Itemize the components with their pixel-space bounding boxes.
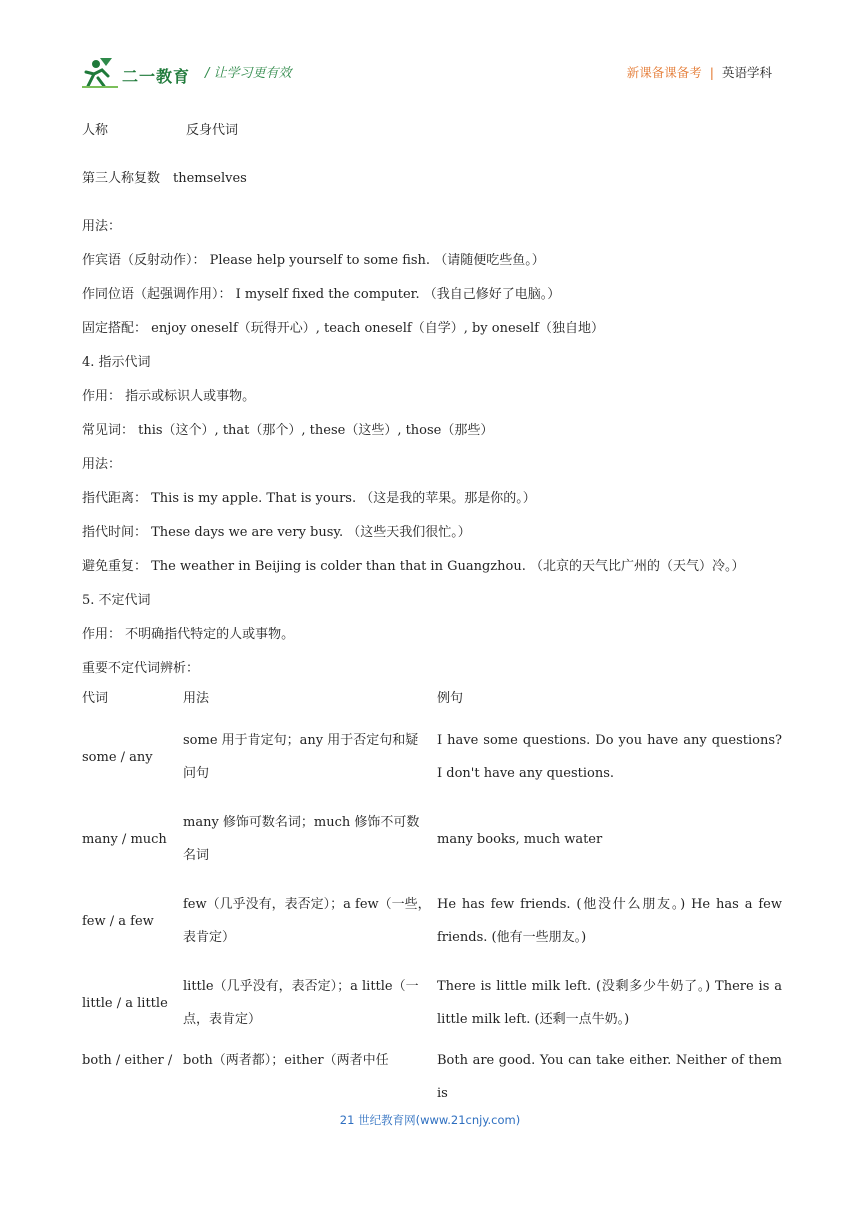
table-cell-example: I have some questions. Do you have any questions? I don't have any questions. (437, 733, 782, 781)
usage-heading-2: 用法： (82, 457, 122, 472)
table-cell-pronoun: many / much (82, 831, 167, 847)
table-cell-usage: some 用于肯定句；any 用于否定句和疑问句 (183, 733, 419, 781)
page-footer: 21 世纪教育网(www.21cnjy.com) (339, 1113, 521, 1127)
table-cell-pronoun: both / either / (82, 1053, 173, 1068)
demonstrative-function-line: 作用： 指示或标识人或事物。 (82, 389, 256, 404)
distance-line: 指代距离： This is my apple. That is yours. （这是我的苹果。那是你的。） (82, 491, 536, 506)
table-header-usage: 用法 (183, 690, 210, 706)
table-row (82, 798, 782, 880)
header-right (627, 63, 772, 81)
page-header (0, 0, 860, 100)
table-cell-usage: many 修饰可数名词；much 修饰不可数名词 (183, 815, 420, 863)
indefinite-function-line: 作用： 不明确指代特定的人或事物。 (82, 627, 295, 642)
logo-text: 二一教育 (122, 67, 191, 86)
header-separator: | (709, 65, 714, 80)
document-body (82, 114, 782, 686)
table-header-row (82, 680, 782, 716)
section-4-heading: 4. 指示代词 (82, 355, 151, 370)
person-label: 人称 (82, 123, 109, 138)
table-row (82, 962, 782, 1044)
table-cell-example: There is little milk left. (没剩多少牛奶了。) There is a little milk left. (还剩一点牛奶。) (437, 979, 782, 1027)
table-cell-usage: little（几乎没有，表否定）；a little（一点，表肯定） (183, 979, 419, 1027)
header-slogan: / 让学习更有效 (205, 66, 292, 81)
indefinite-analysis-heading: 重要不定代词辨析： (82, 661, 200, 676)
third-plural-line: 第三人称复数 themselves (82, 171, 247, 186)
table-cell-usage: few（几乎没有，表否定）；a few（一些，表肯定） (183, 897, 431, 945)
reflexive-label: 反身代词 (186, 123, 239, 138)
table-cell-example: Both are good. You can take either. Neither of them is (437, 1053, 782, 1101)
pronoun-table-header-line (82, 114, 782, 148)
indefinite-pronoun-table (82, 680, 782, 1126)
header-course: 新课备课备考 (626, 65, 702, 80)
table-row (82, 716, 782, 798)
table-header-example: 例句 (437, 690, 464, 706)
table-cell-usage: both（两者都）；either（两者中任 (183, 1053, 389, 1068)
table-cell-pronoun: some / any (82, 749, 153, 765)
common-words-line: 常见词： this（这个）, that（那个）, these（这些）, those（那些） (82, 423, 494, 438)
usage-object-line: 作宾语（反射动作）： Please help yourself to some fish. （请随便吃些鱼。） (82, 253, 545, 268)
table-cell-pronoun: few / a few (82, 913, 154, 929)
usage-appositive-line: 作同位语（起强调作用）： I myself fixed the computer. （我自己修好了电脑。） (82, 287, 561, 302)
table-header-pronoun: 代词 (82, 690, 109, 706)
usage-heading: 用法： (82, 219, 122, 234)
section-5-heading: 5. 不定代词 (82, 593, 151, 608)
table-cell-example: He has few friends. (他没什么朋友。) He has a few friends. (他有一些朋友。) (437, 897, 782, 945)
avoid-repetition-line: 避免重复： The weather in Beijing is colder than that in Guangzhou. （北京的天气比广州的（天气）冷。） (82, 559, 745, 574)
header-subject: 英语学科 (721, 65, 772, 80)
table-cell-pronoun: little / a little (82, 995, 168, 1011)
table-cell-example: many books, much water (437, 831, 603, 847)
table-row (82, 880, 782, 962)
fixed-collocation-line: 固定搭配： enjoy oneself（玩得开心）, teach oneself（自学）, by oneself（独自地） (82, 321, 604, 336)
time-line: 指代时间： These days we are very busy. （这些天我们很忙。） (82, 525, 471, 540)
